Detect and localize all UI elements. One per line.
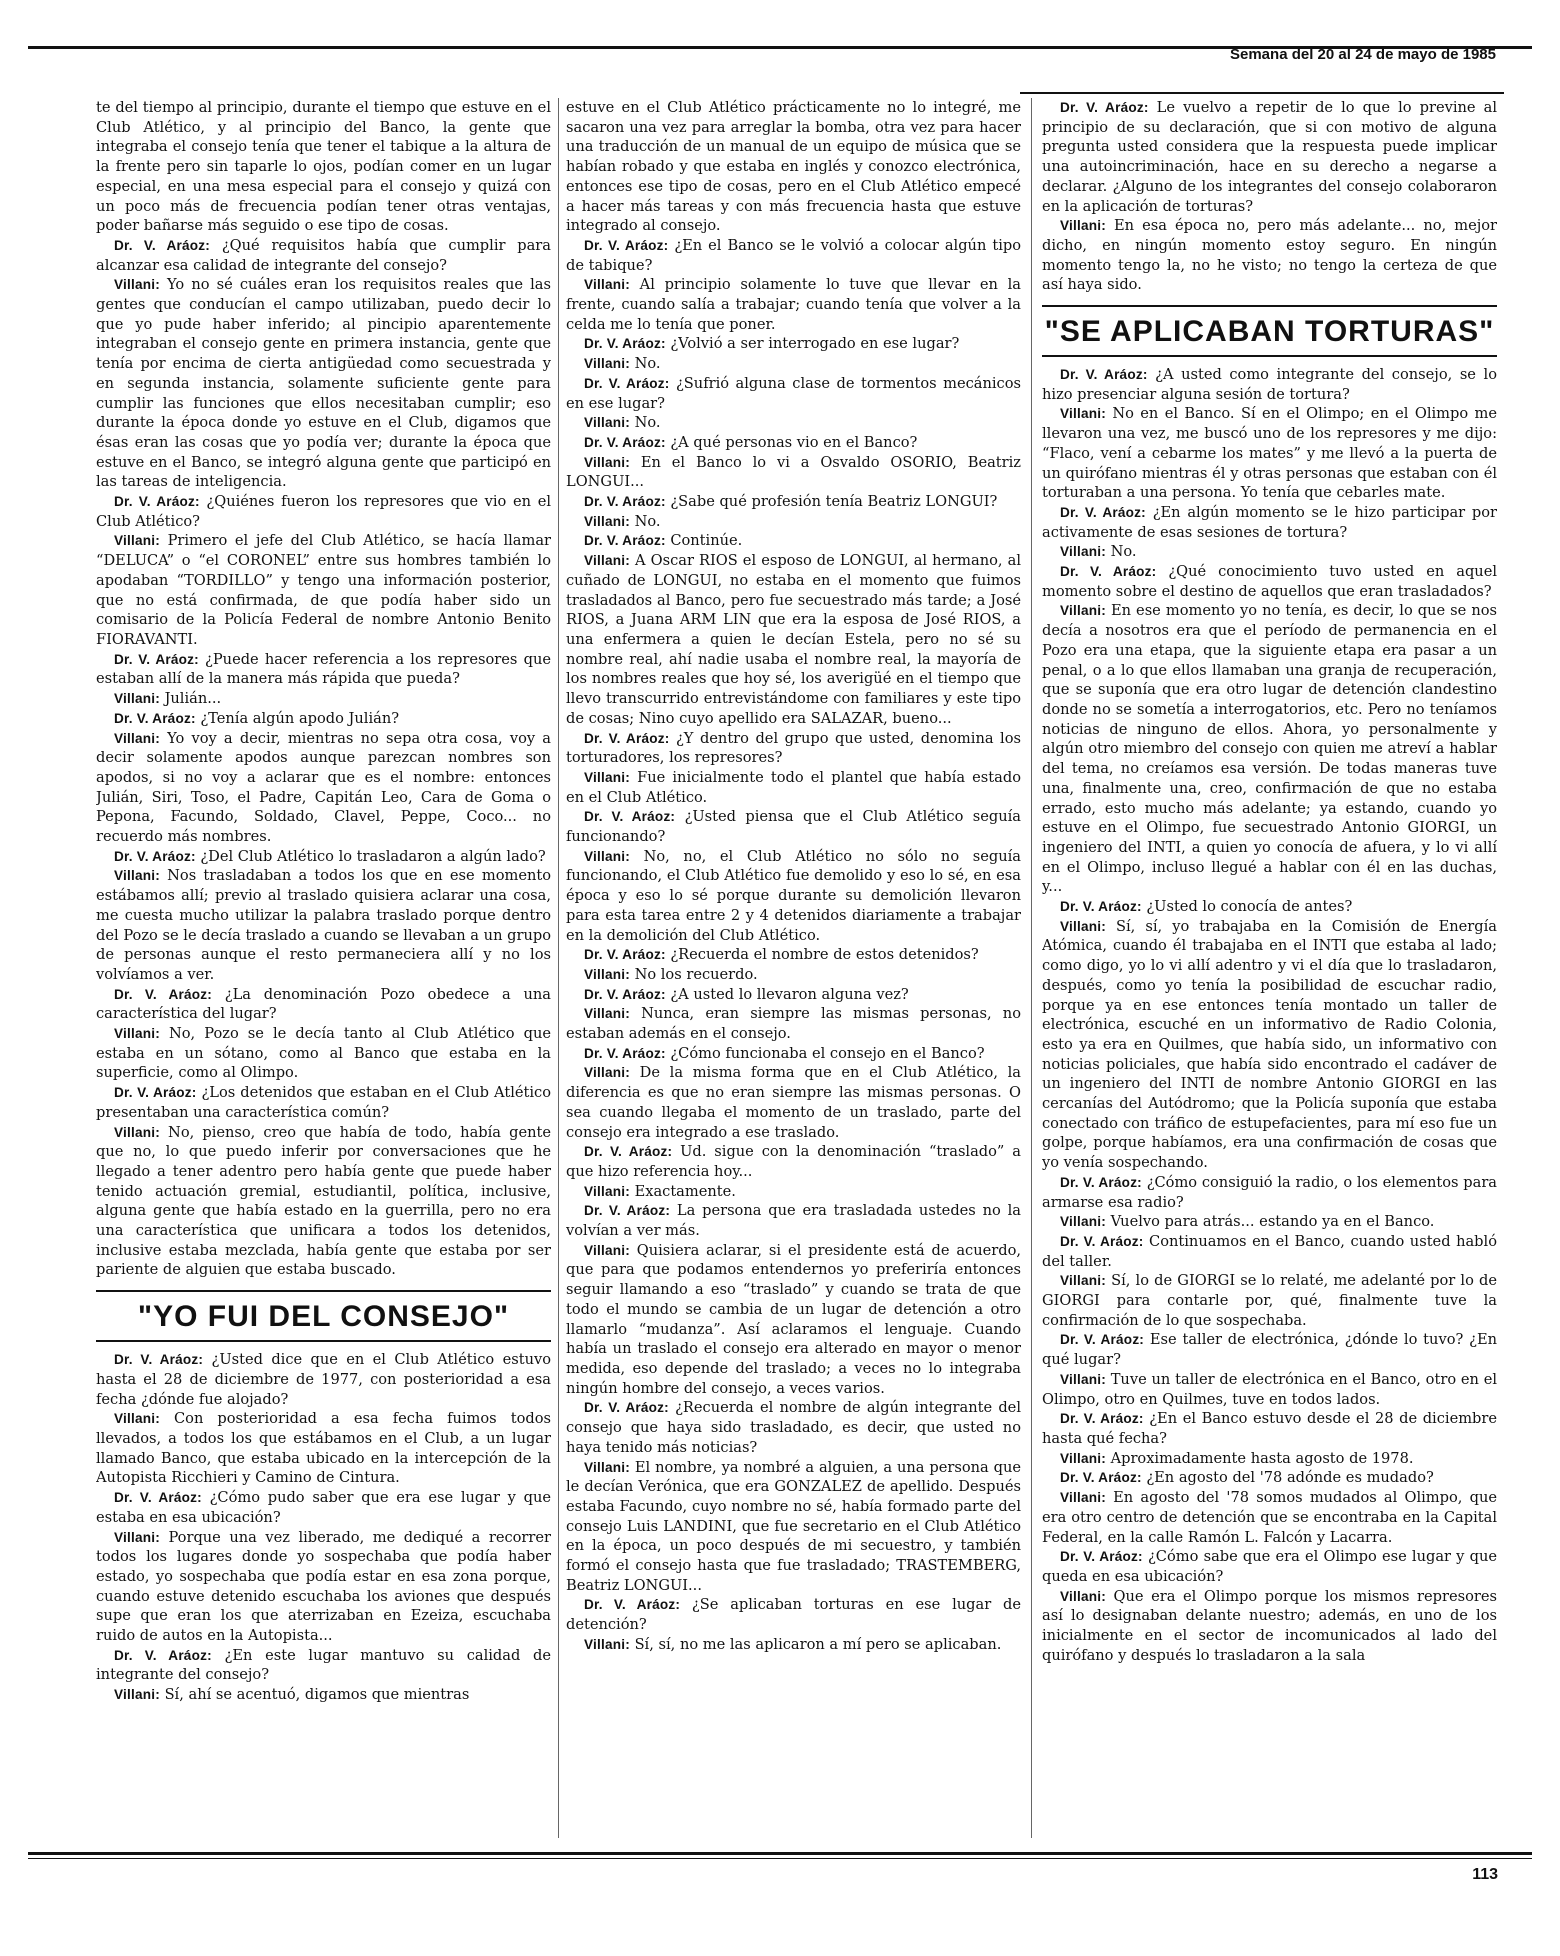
paragraph-text: Continuamos en el Banco, cuando usted habló del taller. [1042,1232,1497,1270]
speaker-label: Villani: [114,730,160,746]
question-paragraph [96,985,551,1024]
answer-paragraph [96,689,551,709]
paragraph-text: Nos trasladaban a todos los que en ese momento estábamos allí; previo al traslado quisiera aclarar una cosa, me cuesta mucho utilizar la palabra traslado porque dentro del Pozo se le decía traslado a cuando se llevaban a un grupo de personas aunque el resto permaneciera allí y no los volvíamos a ver. [96,867,551,983]
question-paragraph [566,945,1021,965]
question-paragraph [96,847,551,867]
bottom-rule [28,1852,1532,1855]
paragraph-text: ¿A usted como integrante del consejo, se lo hizo presenciar alguna sesión de tortura? [1042,366,1497,403]
speaker-label: Villani: [114,1687,160,1703]
paragraph-text: No, pienso, creo que había de todo, había gente que no, lo que puedo inferir por conversaciones que he llegado a tener adentro pero había gente que puede haber tenido actuación gremial, estudiantil, política, inclusive, alguna gente que había estado en la guerrilla, pero no era una característica que unificara a todos los detenidos, inclusive estaba mezclada, había gente que estaba por ser pariente de alguien que estaba buscado. [96,1123,551,1279]
answer-paragraph [96,729,551,847]
paragraph-text: ¿Usted dice que en el Club Atlético estuvo hasta el 28 de diciembre de 1977, con posterioridad a esa fecha ¿dónde fue alojado? [96,1351,551,1408]
paragraph-text: De la misma forma que en el Club Atlético, la diferencia es que no eran siempre las mismas personas. O sea cuando llegaba el momento de un traslado, parte del consejo era integrado a ese traslado. [566,1064,1021,1141]
answer-paragraph [1042,216,1497,295]
speaker-label: Villani: [584,454,630,470]
paragraph-text: Exactamente. [634,1182,736,1200]
paragraph-text: Fue inicialmente todo el plantel que había estado en el Club Atlético. [566,768,1021,806]
speaker-label: Villani: [584,277,630,293]
answer-paragraph [96,1024,551,1083]
paragraph-text: ¿Del Club Atlético lo trasladaron a algún lado? [200,847,546,865]
paragraph-text: Julián... [164,690,222,708]
question-paragraph [1042,1330,1497,1369]
speaker-label: Villani: [584,1636,630,1652]
paragraph-text: Sí, sí, yo trabajaba en la Comisión de Energía Atómica, cuando él trabajaba en el INTI que estaba al lado; como digo, yo lo vi allí adentro y vi el día que lo trasladaron, después, como yo tenía la posibilidad de escuchar radio, porque ya en ese entonces tenía montado un taller de electrónica, escuché en un informativo de Radio Colonia, esto ya era en Quilmes, que había sido, un informativo con noticias policiales, que había sido encontrado el cadáver de un ingeniero del INTI de nombre Antonio GIORGI en las cercanías del Autódromo; que la Policía suponía que estaba conectado con tráfico de estupefacientes, para mí eso fue un golpe, porque habíamos, era una confirmación de cosas que yo venía sospechando. [1042,917,1497,1172]
paragraph-text: ¿Recuerda el nombre de estos detenidos? [670,946,979,964]
answer-paragraph [566,1458,1021,1596]
speaker-label: Villani: [114,1529,160,1545]
paragraph-text: Aproximadamente hasta agosto de 1978. [1110,1449,1414,1467]
speaker-label: Dr. V. Aráoz: [114,1085,197,1101]
column-divider [1031,98,1032,1838]
paragraph-text: ¿Qué requisitos había que cumplir para alcanzar esa calidad de integrante del consejo? [96,236,551,274]
speaker-label: Villani: [584,415,630,431]
question-paragraph [1042,1468,1497,1488]
paragraph-text: ¿Y dentro del grupo que usted, denomina los torturadores, los represores? [566,729,1021,767]
paragraph-text: Al principio solamente lo tuve que llevar en la frente, cuando salía a trabajar; cuando tenía que volver a la celda me lo tenía que poner. [566,276,1021,333]
speaker-label: Villani: [114,1124,160,1140]
column-2 [566,98,1021,1848]
paragraph-text: Tuve un taller de electrónica en el Banco, otro en el Olimpo, otro en Quilmes, tuve en todos lados. [1042,1370,1497,1408]
question-paragraph [96,709,551,729]
paragraph-text: ¿Los detenidos que estaban en el Club Atlético presentaban una característica común? [96,1084,551,1121]
speaker-label: Dr. V. Aráoz: [584,1144,673,1160]
question-paragraph [1042,1409,1497,1448]
speaker-label: Dr. V. Aráoz: [1060,899,1142,915]
answer-paragraph [566,453,1021,492]
question-paragraph [96,1646,551,1685]
paragraph-text: ¿En agosto del '78 adónde es mudado? [1146,1469,1434,1487]
answer-paragraph [1042,1587,1497,1666]
speaker-label: Villani: [584,769,630,785]
question-paragraph [96,492,551,531]
answer-paragraph [566,1182,1021,1202]
speaker-label: Villani: [584,1006,630,1022]
answer-paragraph [1042,917,1497,1173]
speaker-label: Villani: [584,848,630,864]
speaker-label: Villani: [114,277,160,293]
speaker-label: Villani: [1060,1450,1106,1466]
paragraph-text: No. [634,414,661,432]
paragraph-text: El nombre, ya nombré a alguien, a una persona que le decían Verónica, que era GONZALEZ de apellido. Después estaba Facundo, cuyo nombre no sé, había formado parte del consejo Luis LANDINI, que fue secretario en el Club Atlético en la época, un poco después de mi secuestro, y también formó el consejo hasta que fue trasladado; TRASTEMBERG, Beatriz LONGUI... [566,1458,1021,1594]
paragraph-text: ¿Quiénes fueron los represores que vio en el Club Atlético? [96,493,551,530]
speaker-label: Dr. V. Aráoz: [114,237,211,253]
question-paragraph [566,1044,1021,1064]
paragraph-text: Vuelvo para atrás... estando ya en el Banco. [1110,1213,1435,1231]
question-paragraph [1042,1173,1497,1212]
answer-paragraph [566,413,1021,433]
speaker-label: Dr. V. Aráoz: [584,947,666,963]
speaker-label: Villani: [114,868,160,884]
speaker-label: Villani: [584,1065,630,1081]
answer-paragraph [1042,1271,1497,1330]
speaker-label: Dr. V. Aráoz: [1060,1411,1144,1427]
speaker-label: Dr. V. Aráoz: [584,730,670,746]
speaker-label: Villani: [1060,406,1106,422]
speaker-label: Villani: [1060,544,1106,560]
question-paragraph [566,985,1021,1005]
answer-paragraph [1042,542,1497,562]
paragraph-text: estuve en el Club Atlético prácticamente no lo integré, me sacaron una vez para arreglar la bomba, otra vez para hacer una traducción de un manual de un equipo de música que se habían robado y que estaba en inglés y conozco electrónica, entonces ese tipo de cosas, pero en el Club Atlético empecé a hacer más tareas y con más frecuencia hasta que estuve integrado al consejo. [566,99,1021,235]
speaker-label: Villani: [114,533,160,549]
speaker-label: Dr. V. Aráoz: [1060,1470,1142,1486]
question-paragraph [566,729,1021,768]
speaker-label: Dr. V. Aráoz: [584,1400,669,1416]
answer-paragraph [1042,1449,1497,1469]
speaker-label: Villani: [584,1183,630,1199]
speaker-label: Dr. V. Aráoz: [584,1203,671,1219]
speaker-label: Villani: [114,691,160,707]
answer-paragraph [566,1241,1021,1399]
paragraph-text: ¿Usted lo conocía de antes? [1146,898,1353,916]
answer-paragraph [566,1063,1021,1142]
answer-paragraph [1042,1370,1497,1409]
paragraph-text: No, Pozo se le decía tanto al Club Atlético que estaba en un sótano, como al Banco que estaba en la superficie, como al Olimpo. [96,1025,551,1082]
column-1 [96,98,551,1848]
paragraph-text: ¿Usted piensa que el Club Atlético seguía funcionando? [566,808,1021,846]
paragraph-text: La persona que era trasladada ustedes no la volvían a ver más. [566,1202,1021,1240]
paragraph-text: ¿Se aplicaban torturas en ese lugar de detención? [566,1596,1021,1634]
question-paragraph [1042,365,1497,404]
speaker-label: Villani: [1060,1588,1106,1604]
answer-paragraph [566,551,1021,728]
issue-date: Semana del 20 al 24 de mayo de 1985 [1230,46,1496,63]
paragraph-text: ¿Sabe qué profesión tenía Beatriz LONGUI? [670,493,998,511]
paragraph-text: A Oscar RIOS el esposo de LONGUI, al hermano, al cuñado de LONGUI, no estaba en el momento que fuimos trasladados al Banco, pero fue secuestrado más tarde; a José RIOS, a Juana ARM LIN que era la esposa de José RIOS, a una enfermera a quien le decían Estela, pero no sé su nombre real, ahí nadie usaba el nombre real, la mayoría de los nombres reales que hoy sé, los averigüé en el tiempo que llevo transcurrido entrevistándome con familiares y este tipo de cosas; Nino cuyo apellido era SALAZAR, bueno... [566,552,1021,727]
paragraph-text: No, no, el Club Atlético no sólo no seguía funcionando, el Club Atlético fue demolido y eso lo sé, en esa época y eso lo sé porque durante su demolición llevaron para esta tarea entre 2 y 4 detenidos diariamente a trabajar en la demolición del Club Atlético. [566,847,1021,944]
speaker-label: Dr. V. Aráoz: [584,1045,666,1061]
paragraph-text: ¿Cómo consiguió la radio, o los elementos para armarse esa radio? [1042,1173,1497,1211]
paragraph-text: ¿Puede hacer referencia a los represores que estaban allí de la manera más rápida que pueda? [96,650,551,688]
question-paragraph [566,531,1021,551]
speaker-label: Villani: [1060,603,1106,619]
paragraph-text: ¿La denominación Pozo obedece a una característica del lugar? [96,985,551,1023]
paragraph-text: ¿Recuerda el nombre de algún integrante del consejo que haya sido trasladado, es decir, que usted no haya tenido más noticias? [566,1399,1021,1456]
paragraph-text: Sí, sí, no me las aplicaron a mí pero se aplicaban. [634,1635,1002,1653]
answer-paragraph [96,1528,551,1646]
speaker-label: Dr. V. Aráoz: [584,375,670,391]
answer-paragraph [96,866,551,984]
question-paragraph [96,1488,551,1527]
answer-paragraph [566,275,1021,334]
speaker-label: Dr. V. Aráoz: [114,494,200,510]
header-rule [1020,92,1504,94]
paragraph-text: Sí, ahí se acentuó, digamos que mientras [164,1686,470,1704]
speaker-label: Dr. V. Aráoz: [584,533,666,549]
paragraph-text: ¿En el Banco estuvo desde el 28 de diciembre hasta qué fecha? [1042,1410,1497,1447]
speaker-label: Villani: [584,966,630,982]
question-paragraph [96,650,551,689]
question-paragraph [566,492,1021,512]
bottom-rule-thin [28,1858,1532,1859]
paragraph-text: Yo voy a decir, mientras no sepa otra cosa, voy a decir solamente apodos aunque parezcan nombres son apodos, si no voy a aclarar que es el nombre: entonces Julián, Siri, Toso, el Padre, Capitán Leo, Cara de Goma o Pepona, Facundo, Soldado, Clavel, Peppe, Coco... no recuerdo más nombres. [96,729,551,846]
question-paragraph [1042,1547,1497,1586]
column-3 [1042,98,1497,1848]
answer-paragraph [566,1004,1021,1043]
speaker-label: Dr. V. Aráoz: [1060,504,1146,520]
paragraph-text: En agosto del '78 somos mudados al Olimpo, que era otro centro de detención que se encontraba en la Capital Federal, en la calle Ramón L. Falcón y Lacarra. [1042,1489,1497,1546]
answer-paragraph [96,275,551,492]
question-paragraph [566,1201,1021,1240]
speaker-label: Dr. V. Aráoz: [114,710,196,726]
speaker-label: Villani: [114,1026,160,1042]
answer-paragraph [566,965,1021,985]
speaker-label: Villani: [1060,918,1106,934]
body-paragraph [566,98,1021,236]
question-paragraph [1042,1232,1497,1271]
paragraph-text: te del tiempo al principio, durante el tiempo que estuve en el Club Atlético, y al principio del Banco, la gente que integraba el consejo tenía que tener el tabique a la altura de la frente pero sin taparle lo ojos, podían comer en un lugar especial, en una mesa especial para el consejo y quizá con un poco más de frecuencia podían tener otras ventajas, poder bañarse más seguido o ese tipo de cosas. [96,99,551,235]
paragraph-text: ¿Tenía algún apodo Julián? [200,709,400,727]
question-paragraph [1042,98,1497,216]
answer-paragraph [1042,404,1497,503]
question-paragraph [566,807,1021,846]
paragraph-text: No en el Banco. Sí en el Olimpo; en el Olimpo me llevaron una vez, me buscó uno de los represores y me dijo: “Flaco, vení a cebarme los mates” y me llevó a la puerta de un quirófano mientras él y otras personas que estaban con él torturaban a una persona. Yo tenía que cebarles mate. [1042,405,1497,502]
paragraph-text: ¿Qué conocimiento tuvo usted en aquel momento sobre el destino de aquellos que eran trasladados? [1042,563,1497,600]
speaker-label: Dr. V. Aráoz: [114,848,196,864]
section-headline: "SE APLICABAN TORTURAS" [1042,305,1497,357]
question-paragraph [566,1595,1021,1634]
speaker-label: Dr. V. Aráoz: [1060,367,1148,383]
paragraph-text: ¿Cómo funcionaba el consejo en el Banco? [670,1044,985,1062]
paragraph-text: Nunca, eran siempre las mismas personas, no estaban además en el consejo. [566,1005,1021,1043]
question-paragraph [1042,503,1497,542]
paragraph-text: Primero el jefe del Club Atlético, se hacía llamar “DELUCA” o “el CORONEL” entre sus hombres también lo apodaban “TORDILLO” y tengo una información posterior, que no está confirmada, de que podía haber sido un comisario de la Policía Federal de nombre Antonio Benito FIORAVANTI. [96,532,551,648]
question-paragraph [96,236,551,275]
speaker-label: Dr. V. Aráoz: [584,1597,681,1613]
speaker-label: Dr. V. Aráoz: [584,336,666,352]
speaker-label: Villani: [1060,218,1106,234]
speaker-label: Dr. V. Aráoz: [1060,1332,1145,1348]
paragraph-text: ¿Cómo sabe que era el Olimpo ese lugar y que queda en esa ubicación? [1042,1548,1497,1585]
paragraph-text: Continúe. [670,532,743,550]
answer-paragraph [566,847,1021,946]
speaker-label: Villani: [1060,1371,1106,1387]
speaker-label: Dr. V. Aráoz: [114,1647,212,1663]
question-paragraph [1042,562,1497,601]
paragraph-text: Le vuelvo a repetir de lo que lo previne al principio de su declaración, que si con motivo de alguna pregunta usted considera que la respuesta puede implicar una autoincriminación, hace en su derecho a negarse a declarar. ¿Alguno de los integrantes del consejo colaboraron en la aplicación de torturas? [1042,99,1497,215]
speaker-label: Dr. V. Aráoz: [1060,100,1149,115]
paragraph-text: Ese taller de electrónica, ¿dónde lo tuvo? ¿En qué lugar? [1042,1331,1497,1369]
paragraph-text: Sí, lo de GIORGI se lo relaté, me adelanté por lo de GIORGI para contarle por, qué, finalmente tuve la confirmación de lo que sospechaba. [1042,1272,1497,1329]
column-divider [558,98,559,1838]
speaker-label: Villani: [584,513,630,529]
paragraph-text: ¿A usted lo llevaron alguna vez? [670,985,909,1003]
answer-paragraph [566,768,1021,807]
speaker-label: Dr. V. Aráoz: [114,1352,204,1368]
speaker-label: Dr. V. Aráoz: [1060,1174,1142,1190]
speaker-label: Villani: [1060,1490,1106,1506]
speaker-label: Dr. V. Aráoz: [584,434,666,450]
speaker-label: Villani: [584,553,630,569]
answer-paragraph [96,1685,551,1705]
answer-paragraph [1042,1488,1497,1547]
speaker-label: Dr. V. Aráoz: [584,809,676,825]
speaker-label: Villani: [1060,1273,1106,1289]
answer-paragraph [96,531,551,649]
answer-paragraph [1042,601,1497,897]
paragraph-text: Que era el Olimpo porque los mismos represores así lo designaban delante nuestro; además, en uno de los inicialmente en el sector de incomunicados al lado del quirófano y después lo trasladaron a la sala [1042,1587,1497,1664]
question-paragraph [566,1142,1021,1181]
paragraph-text: No los recuerdo. [634,965,758,983]
speaker-label: Dr. V. Aráoz: [114,1490,202,1506]
answer-paragraph [566,1635,1021,1655]
paragraph-text: ¿Sufrió alguna clase de tormentos mecánicos en ese lugar? [566,374,1021,412]
question-paragraph [566,236,1021,275]
paragraph-text: Quisiera aclarar, si el presidente está de acuerdo, que para que podamos entendernos yo preferiría entonces seguir llamando a eso “traslado” y cuando se trata de que todo el mundo se cambia de un lugar de detención a otro llamarlo “mudanza”. Así aclaramos el lenguaje. Cuando había un traslado el consejo era alterado en mayor o menor medida, eso depende del traslado; a veces no lo integraba ningún hombre del consejo, a veces varios. [566,1241,1021,1397]
paragraph-text: Yo no sé cuáles eran los requisitos reales que las gentes que conducían el campo utilizaban, puedo decir lo que yo pude haber inferido; al pincipio aparentemente integraban el consejo gente en primera instancia, gente que tenía por encima de cierta antigüedad como secuestrada y en segunda instancia, solamente suficiente gente para cumplir las funciones que ellos necesitaban cumplir; eso durante la época donde yo estuve en el Club, digamos que ésas eran las cosas que yo podía ver; durante la época que estuve en el Banco, se integró alguna gente que participó en las tareas de inteligencia. [96,276,551,491]
speaker-label: Dr. V. Aráoz: [584,494,666,510]
paragraph-text: No. [634,512,661,530]
paragraph-text: ¿En el Banco se le volvió a colocar algún tipo de tabique? [566,236,1021,274]
speaker-label: Dr. V. Aráoz: [114,986,212,1002]
paragraph-text: En el Banco lo vi a Osvaldo OSORIO, Beatriz LONGUI... [566,453,1021,491]
section-headline: "YO FUI DEL CONSEJO" [96,1290,551,1342]
question-paragraph [566,374,1021,413]
paragraph-text: En esa época no, pero más adelante... no, mejor dicho, en ningún momento estoy seguro. En ningún momento tengo la, no he visto; no tengo la certeza de que así haya sido. [1042,217,1497,294]
answer-paragraph [566,512,1021,532]
question-paragraph [566,433,1021,453]
question-paragraph [566,1398,1021,1457]
page-number: 113 [1472,1866,1498,1883]
answer-paragraph [566,354,1021,374]
paragraph-text: ¿Cómo pudo saber que era ese lugar y que estaba en esa ubicación? [96,1489,551,1526]
speaker-label: Dr. V. Aráoz: [584,986,666,1002]
paragraph-text: ¿A qué personas vio en el Banco? [670,433,918,451]
paragraph-text: No. [1110,543,1137,561]
speaker-label: Dr. V. Aráoz: [1060,564,1157,580]
paragraph-text: Con posterioridad a esa fecha fuimos todos llevados, a todos los que estábamos en el Club, a un lugar llamado Banco, que estaba ubicado en la intercepción de la Autopista Ricchieri y Camino de Cintura. [96,1410,551,1487]
answer-paragraph [96,1409,551,1488]
paragraph-text: ¿Volvió a ser interrogado en ese lugar? [670,335,960,353]
speaker-label: Villani: [584,1242,630,1258]
paragraph-text: ¿En algún momento se le hizo participar por activamente de esas sesiones de tortura? [1042,503,1497,541]
speaker-label: Villani: [114,1411,160,1427]
speaker-label: Dr. V. Aráoz: [1060,1549,1143,1565]
speaker-label: Villani: [1060,1214,1106,1230]
speaker-label: Dr. V. Aráoz: [1060,1233,1144,1249]
question-paragraph [566,334,1021,354]
speaker-label: Dr. V. Aráoz: [584,237,669,253]
question-paragraph [96,1350,551,1409]
body-paragraph [96,98,551,236]
answer-paragraph [96,1123,551,1281]
paragraph-text: ¿En este lugar mantuvo su calidad de integrante del consejo? [96,1646,551,1684]
paragraph-text: No. [634,355,661,373]
speaker-label: Dr. V. Aráoz: [114,651,199,667]
paragraph-text: Porque una vez liberado, me dediqué a recorrer todos los lugares donde yo sospechaba que podía haber estado, yo sospechaba que podía estar en esa zona porque, cuando estuve detenido escuchaba los aviones que después supe que eran los que aterrizaban en Ezeiza, escuchaba ruido de autos en la Autopista... [96,1528,551,1645]
paragraph-text: Ud. sigue con la denominación “traslado” a que hizo referencia hoy... [566,1143,1021,1180]
paragraph-text: En ese momento yo no tenía, es decir, lo que se nos decía a nosotros era que el período de permanencia en el Pozo era una etapa, que la siguiente etapa era pasar a un penal, o a lo que ellos llamaban una granja de recuperación, que se suponía que era otro lugar de detención clandestino donde no se sometía a interrogatorios, etc. Pero no teníamos noticias de ninguno de ellos. Ahora, yo personalmente y algún otro miembro del consejo con quien me atreví a hablar del tema, no creíamos esa versión. De todas maneras tuve una, finalmente una, creo, confirmación de que no estaba errado, esto mucho más adelante; ya estando, cuando yo estuve en el Olimpo, fue secuestrado Antonio GIORGI, un ingeniero del INTI, a quien yo conocía de afuera, y lo vi allí en el Olimpo, incluso llegué a hablar con él en las duchas, y... [1042,602,1497,896]
question-paragraph [1042,897,1497,917]
speaker-label: Villani: [584,356,630,372]
speaker-label: Villani: [584,1459,630,1475]
answer-paragraph [1042,1212,1497,1232]
question-paragraph [96,1083,551,1122]
